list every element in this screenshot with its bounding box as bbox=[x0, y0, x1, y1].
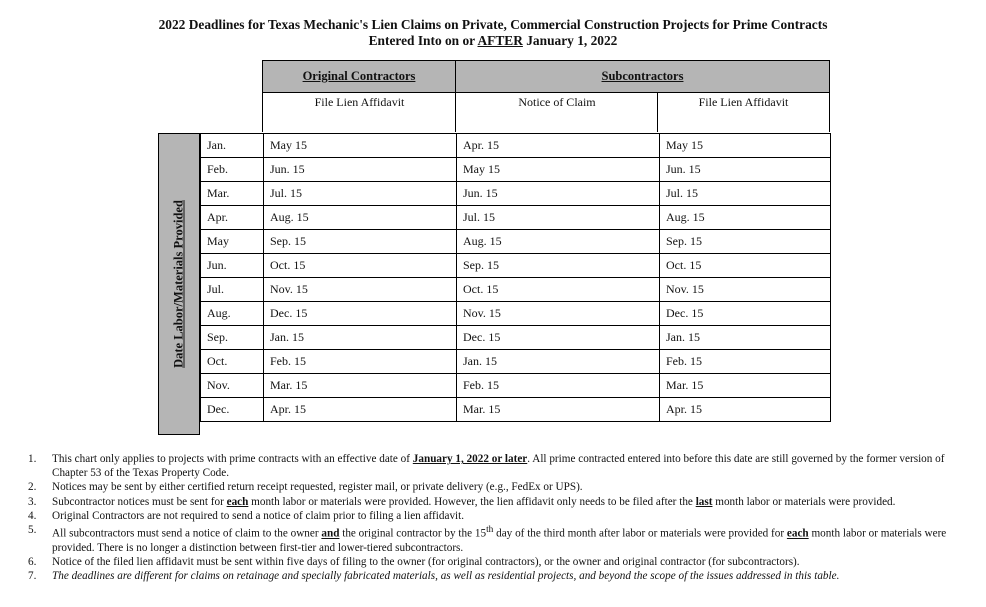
month-cell: May bbox=[201, 230, 264, 254]
month-cell: Oct. bbox=[201, 350, 264, 374]
orig-file-lien-cell: Aug. 15 bbox=[264, 206, 457, 230]
month-cell: Jul. bbox=[201, 278, 264, 302]
table-row bbox=[201, 326, 831, 350]
col-header-notice-of-claim: Notice of Claim bbox=[455, 93, 658, 132]
month-cell: Aug. bbox=[201, 302, 264, 326]
title-line-1: 2022 Deadlines for Texas Mechanic's Lien Claims on Private, Commercial Construction Projects for Prime Contracts bbox=[158, 17, 828, 32]
orig-file-lien-cell: Sep. 15 bbox=[264, 230, 457, 254]
sub-file-lien-cell: Aug. 15 bbox=[660, 206, 831, 230]
orig-file-lien-cell: Apr. 15 bbox=[264, 398, 457, 422]
footnote-1: 1. This chart only applies to projects with prime contracts with an effective date of January 1, 2022 or later. All prime contracted entered into before this date are still governed by the former version of Chapter 53 of the Texas Property Code. bbox=[28, 453, 945, 480]
sub-file-lien-cell: Jun. 15 bbox=[660, 158, 831, 182]
notice-of-claim-cell: Apr. 15 bbox=[457, 134, 660, 158]
sub-file-lien-cell: Jan. 15 bbox=[660, 326, 831, 350]
orig-file-lien-cell: Jul. 15 bbox=[264, 182, 457, 206]
orig-file-lien-cell: Dec. 15 bbox=[264, 302, 457, 326]
orig-file-lien-cell: Mar. 15 bbox=[264, 374, 457, 398]
table-row bbox=[201, 158, 831, 182]
month-cell: Sep. bbox=[201, 326, 264, 350]
table-row bbox=[201, 182, 831, 206]
notice-of-claim-cell: May 15 bbox=[457, 158, 660, 182]
sub-file-lien-cell: Sep. 15 bbox=[660, 230, 831, 254]
table-row bbox=[201, 230, 831, 254]
sub-file-lien-cell: Oct. 15 bbox=[660, 254, 831, 278]
notice-of-claim-cell: Oct. 15 bbox=[457, 278, 660, 302]
orig-file-lien-cell: Oct. 15 bbox=[264, 254, 457, 278]
table-row bbox=[201, 374, 831, 398]
sub-file-lien-cell: Apr. 15 bbox=[660, 398, 831, 422]
sub-file-lien-cell: Mar. 15 bbox=[660, 374, 831, 398]
subcontractors-header: Subcontractors bbox=[455, 60, 830, 93]
footnote-4: 4. Original Contractors are not required to send a notice of claim prior to filing a lien affidavit. bbox=[28, 509, 465, 522]
table-row bbox=[201, 254, 831, 278]
notice-of-claim-cell: Dec. 15 bbox=[457, 326, 660, 350]
month-cell: Dec. bbox=[201, 398, 264, 422]
deadline-table bbox=[200, 133, 831, 422]
page-title bbox=[0, 17, 986, 49]
month-cell: Jan. bbox=[201, 134, 264, 158]
table-row bbox=[201, 350, 831, 374]
month-cell: Jun. bbox=[201, 254, 264, 278]
col-header-orig-file-lien: File Lien Affidavit bbox=[262, 93, 456, 132]
side-label-text: Date Labor/Materials Provided bbox=[171, 200, 186, 368]
month-cell: Apr. bbox=[201, 206, 264, 230]
footnote-3: 3. Subcontractor notices must be sent for each month labor or materials were provided. However, the lien affidavit only needs to be filed after the last month labor or materials were provided. bbox=[28, 495, 896, 508]
notice-of-claim-cell: Mar. 15 bbox=[457, 398, 660, 422]
original-contractors-header: Original Contractors bbox=[262, 60, 456, 93]
footnotes bbox=[28, 452, 972, 584]
table-row bbox=[201, 206, 831, 230]
table-row bbox=[201, 134, 831, 158]
notice-of-claim-cell: Jun. 15 bbox=[457, 182, 660, 206]
sub-file-lien-cell: Feb. 15 bbox=[660, 350, 831, 374]
sub-file-lien-cell: Nov. 15 bbox=[660, 278, 831, 302]
table-row bbox=[201, 398, 831, 422]
month-cell: Feb. bbox=[201, 158, 264, 182]
notice-of-claim-cell: Jul. 15 bbox=[457, 206, 660, 230]
footnote-5: 5. All subcontractors must send a notice of claim to the owner and the original contractor by the 15th day of the third month after labor or materials were provided for each month labor or materials were provided. There is no longer a distinction between first-tier and lower-tiered subcontractors. bbox=[28, 524, 947, 554]
notice-of-claim-cell: Nov. 15 bbox=[457, 302, 660, 326]
col-header-sub-file-lien: File Lien Affidavit bbox=[657, 93, 830, 132]
sub-file-lien-cell: Dec. 15 bbox=[660, 302, 831, 326]
orig-file-lien-cell: Jun. 15 bbox=[264, 158, 457, 182]
month-cell: Mar. bbox=[201, 182, 264, 206]
side-label bbox=[158, 133, 200, 435]
title-line-2: Entered Into on or AFTER January 1, 2022 bbox=[368, 33, 618, 48]
month-cell: Nov. bbox=[201, 374, 264, 398]
table-row bbox=[201, 302, 831, 326]
orig-file-lien-cell: Nov. 15 bbox=[264, 278, 457, 302]
notice-of-claim-cell: Feb. 15 bbox=[457, 374, 660, 398]
footnote-7: 7. The deadlines are different for claims on retainage and specially fabricated materials, as well as residential projects, and beyond the scope of the issues addressed in this table. bbox=[28, 570, 840, 583]
sub-file-lien-cell: May 15 bbox=[660, 134, 831, 158]
orig-file-lien-cell: Feb. 15 bbox=[264, 350, 457, 374]
notice-of-claim-cell: Aug. 15 bbox=[457, 230, 660, 254]
notice-of-claim-cell: Sep. 15 bbox=[457, 254, 660, 278]
footnote-2: 2. Notices may be sent by either certified return receipt requested, register mail, or private delivery (e.g., FedEx or UPS). bbox=[28, 481, 583, 494]
footnote-6: 6. Notice of the filed lien affidavit must be sent within five days of filing to the owner (for original contractors), or the owner and original contractor (for subcontractors). bbox=[28, 556, 800, 569]
table-row bbox=[201, 278, 831, 302]
notice-of-claim-cell: Jan. 15 bbox=[457, 350, 660, 374]
orig-file-lien-cell: May 15 bbox=[264, 134, 457, 158]
orig-file-lien-cell: Jan. 15 bbox=[264, 326, 457, 350]
sub-file-lien-cell: Jul. 15 bbox=[660, 182, 831, 206]
